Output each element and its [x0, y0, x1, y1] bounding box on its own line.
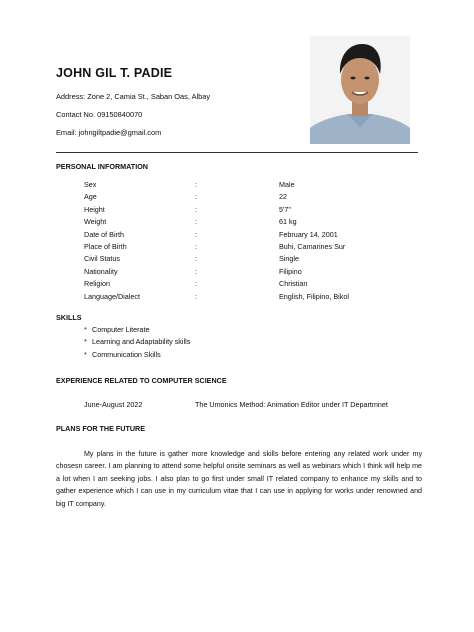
personal-info-label: Nationality: [84, 266, 118, 276]
personal-info-row: [0, 230, 474, 242]
plans-paragraph: My plans in the future is gather more knowledge and skills before entering any related work under my chosesn career. I am planning to attend some helpful onsite seminars as well as webinars which I think will help me a lot when I am seeking jobs. I also plan to go first under small IT related company to enhance my skills and to gather experience which I can use in my curriculum vitae that I can use in applying for works under renowned and big IT company.: [56, 450, 422, 508]
plans-heading: PLANS FOR THE FUTURE: [56, 424, 146, 433]
personal-info-label: Sex: [84, 180, 97, 189]
skill-label: Computer Literate: [92, 325, 150, 334]
profile-photo: [310, 36, 410, 144]
personal-info-row: [0, 242, 474, 254]
personal-info-colon: :: [195, 242, 197, 251]
personal-info-colon: :: [195, 291, 197, 301]
applicant-name: JOHN GIL T. PADIE: [56, 66, 173, 80]
personal-info-colon: :: [195, 217, 197, 227]
personal-info-colon: :: [195, 192, 197, 202]
personal-info-row: [0, 180, 474, 192]
skill-item: [84, 350, 161, 359]
experience-description: The Umonics Method: Animation Editor under IT Departmnet: [195, 400, 388, 409]
skill-item: [84, 325, 150, 334]
personal-info-colon: :: [195, 254, 197, 264]
portrait-image: [310, 36, 410, 144]
personal-info-row: [0, 205, 474, 217]
experience-date: June-August 2022: [84, 400, 143, 409]
email-line: Email: johngiltpadie@gmail.com: [56, 128, 162, 137]
personal-info-heading: PERSONAL INFORMATION: [56, 162, 148, 171]
personal-info-colon: :: [195, 266, 197, 276]
personal-info-value: 61 kg: [279, 217, 297, 227]
bullet-marker: *: [84, 325, 87, 334]
personal-info-colon: :: [195, 279, 197, 289]
personal-info-label: Civil Status: [84, 254, 120, 264]
skill-label: Communication Skills: [92, 349, 161, 359]
skills-heading: SKILLS: [56, 313, 82, 322]
personal-info-value: Filipino: [279, 266, 302, 276]
personal-info-colon: :: [195, 180, 197, 189]
personal-info-label: Height: [84, 204, 105, 214]
personal-info-value: Single: [279, 254, 299, 264]
personal-info-label: Place of Birth: [84, 242, 127, 251]
personal-info-row: [0, 292, 474, 304]
personal-info-value: Male: [279, 180, 295, 189]
personal-info-value: 5'7": [279, 204, 291, 214]
personal-info-label: Language/Dialect: [84, 291, 140, 301]
personal-info-label: Weight: [84, 217, 107, 227]
personal-info-colon: :: [195, 229, 197, 239]
personal-info-value: Christian: [279, 279, 308, 289]
personal-info-row: [0, 254, 474, 266]
personal-info-label: Date of Birth: [84, 229, 124, 239]
contact-line: Contact No. 09150840070: [56, 110, 143, 119]
personal-info-row: [0, 267, 474, 279]
header-divider: [56, 152, 418, 153]
address-line: Address: Zone 2, Camia St., Saban Oas, Albay: [56, 92, 211, 101]
bullet-marker: *: [84, 349, 87, 359]
personal-info-label: Age: [84, 192, 97, 202]
personal-info-row: [0, 217, 474, 229]
skill-label: Learning and Adaptability skills: [92, 337, 191, 347]
experience-heading: EXPERIENCE RELATED TO COMPUTER SCIENCE: [56, 376, 227, 385]
personal-info-value: 22: [279, 192, 287, 202]
personal-info-value: Buhi, Camarines Sur: [279, 242, 346, 251]
personal-info-row: [0, 192, 474, 204]
bullet-marker: *: [84, 337, 87, 347]
personal-info-value: English, Filipino, Bikol: [279, 291, 349, 301]
personal-info-label: Religion: [84, 279, 110, 289]
personal-info-colon: :: [195, 204, 197, 214]
personal-info-value: February 14, 2001: [279, 229, 338, 239]
skill-item: [84, 337, 190, 346]
personal-info-row: [0, 279, 474, 291]
